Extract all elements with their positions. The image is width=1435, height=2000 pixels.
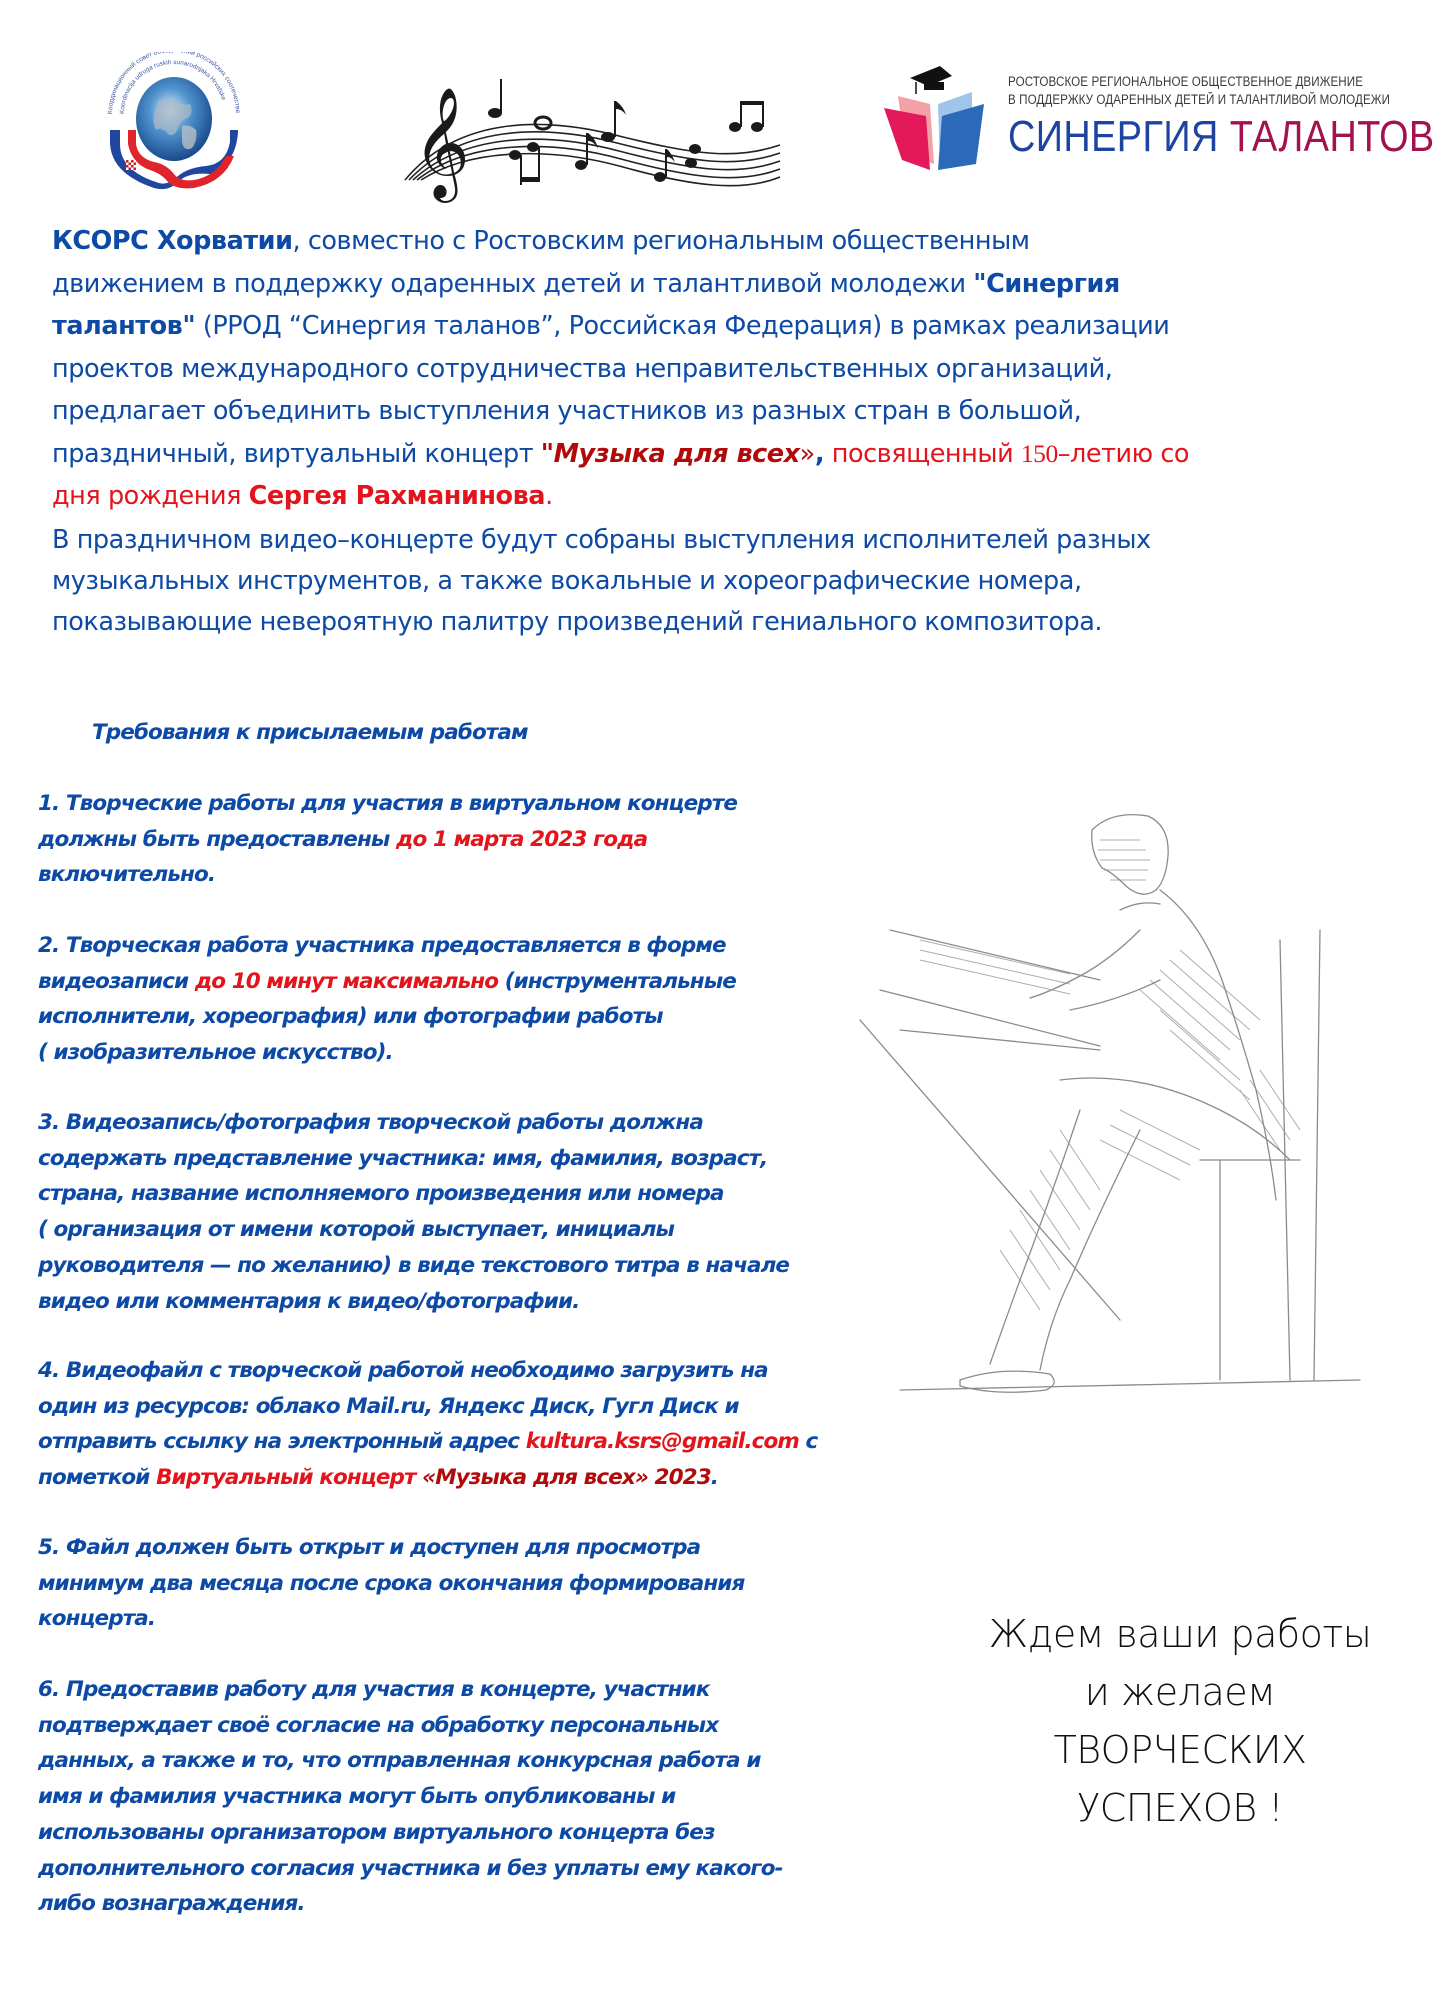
intro-line-3 [52,305,1382,348]
synergy-subtitle-line2: В ПОДДЕРЖКУ ОДАРЕННЫХ ДЕТЕЙ И ТАЛАНТЛИВОЙ МОЛОДЕЖИ [1008,92,1391,107]
req-line: видео или комментария к видео/фотографии. [38,1288,580,1314]
closing-line-4: УСПЕХОВ ! [1077,1786,1283,1830]
svg-text:Координационный совет объедине: Координационный совет об ий российских соотечестве [106,52,242,115]
synergy-title-word2: ТАЛАНТОВ [1229,112,1435,161]
req-line: руководителя — по желанию) в виде текстового титра в начале [38,1252,790,1278]
req-line: концерта. [38,1606,156,1632]
requirement-item-2 [38,928,736,1071]
intro-line-2 [52,263,1382,306]
intro-text: праздничный, виртуальный концерт [52,438,541,469]
composer-name: Сергея Рахманинова [248,481,546,511]
subject-title: «Музыка для всех» 2023 [415,1465,711,1491]
synergy-name-cont: талантов" [52,311,196,341]
req-line [38,964,736,1000]
dedication-text: –летию со [1057,438,1190,469]
description-line-1: В праздничном видео–концерте будут собраны выступления исполнителей разных [52,525,1151,555]
req-line [38,1460,817,1496]
req-line: один из ресурсов: облако Mail.ru, Яндекс Диск, Гугл Диск и [38,1393,739,1419]
req-line: дополнительного согласия участника и без уплаты ему какого- [38,1855,783,1881]
req-line: либо вознаграждения. [38,1891,305,1917]
req-line: 6. Предоставив работу для участия в концерте, участник [38,1677,710,1702]
req-line [38,822,737,858]
req-line: содержать представление участника: имя, фамилия, возраст, [38,1145,768,1171]
req-text: пометкой [38,1465,157,1491]
req-line [38,1424,817,1460]
req-line: данных, а также и то, что отправленная конкурсная работа и [38,1748,761,1774]
open-book-graduation-icon [880,60,1005,170]
intro-line-5: предлагает объединить выступления участников из разных стран в большой, [52,396,1082,426]
intro-paragraph [52,220,1382,518]
requirement-item-1 [38,786,737,893]
email-link[interactable]: kultura.ksrs@gmail.com [525,1429,799,1455]
req-line: подтверждает своё согласие на обработку персональных [38,1712,719,1738]
dedication-text: дня рождения [52,481,249,511]
req-line: включительно. [38,862,216,888]
req-line: 4. Видеофайл с творческой работой необходимо загрузить на [38,1358,768,1383]
closing-line-1: Ждем ваши работы [988,1612,1372,1656]
intro-text: (РРОД “Синергия таланов”, Российская Федерация) в рамках реализации [195,311,1170,341]
closing-line-3: ТВОРЧЕСКИХ [1053,1728,1307,1772]
ksors-name: КСОРС Хорватии [52,226,293,256]
req-text: с [798,1429,818,1455]
req-line: ( организация от имени которой выступает, инициалы [38,1217,675,1243]
intro-line-4: проектов международного сотрудничества неправительственных организаций, [52,353,1113,384]
closing-line-2: и желаем [1084,1670,1276,1714]
intro-text: движением в поддержку одаренных детей и талантливой молодежи [52,268,974,299]
req-line: страна, название исполняемого произведения или номера [38,1181,724,1207]
req-text: (инструментальные [498,968,736,994]
intro-line-1 [52,220,1382,263]
quote-open: " [540,438,554,469]
requirement-item-4 [38,1353,817,1496]
globe-logo-icon [98,52,250,192]
requirement-item-3 [38,1105,789,1319]
quote-close: » [799,438,815,469]
pianist-sketch-icon [860,780,1414,1420]
requirement-item-6 [38,1672,783,1922]
synergy-title-word1: СИНЕРГИЯ [1008,112,1219,161]
dedication-text: посвященный [824,438,1021,469]
intro-text: , совместно с Ростовским региональным общественным [292,226,1030,256]
requirement-item-5 [38,1530,744,1637]
music-staff-logo [395,75,780,198]
req-line: исполнители, хореография) или фотографии работы [38,1004,663,1030]
pianist-sketch-illustration [860,780,1414,1420]
req-text: видеозаписи [38,968,195,994]
max-duration: до 10 минут максимально [194,968,499,994]
treble-clef-icon: 𝄞 [413,86,470,198]
intro-line-7 [52,475,1382,518]
req-line: 5. Файл должен быть открыт и доступен для просмотра [38,1535,701,1560]
req-line: имя и фамилия участника могут быть опубликованы и [38,1784,676,1810]
description-line-3: показывающие невероятную палитру произведений гениального композитора. [52,607,1103,637]
concert-description [52,520,1382,643]
synergy-name: "Синергия [973,268,1120,299]
req-line: 3. Видеозапись/фотография творческой работы должна [38,1110,703,1135]
req-text: отправить ссылку на электронный адрес [38,1429,526,1455]
subject-tag: Виртуальный концерт [156,1465,416,1491]
req-line: ( изобразительное искусство). [38,1040,393,1066]
req-text: должны быть предоставлены [38,826,397,852]
req-line: 2. Творческая работа участника предоставляется в форме [38,933,726,958]
period: . [710,1465,719,1491]
synergy-title [1008,112,1435,162]
music-notes-icon [395,75,780,198]
anniversary-number: 150 [1020,438,1058,468]
requirements-title: Требования к присылаемым работам [92,720,528,745]
comma: , [814,438,825,469]
synergy-talents-logo [880,60,1435,170]
svg-text:Koordinacija udruga ruskih sun: Koordinacija udruga ruskih sunarodnjaka Hrvatske [118,58,227,115]
concert-title: Музыка для всех [553,438,800,469]
description-line-2: музыкальных инструментов, а также вокальные и хореографические номера, [52,566,1082,596]
closing-message [950,1605,1410,1837]
ksors-croatia-logo [98,52,250,192]
deadline-date: до 1 марта 2023 года [396,826,648,852]
req-line: 1. Творческие работы для участия в виртуальном концерте [38,791,738,816]
req-line: минимум два месяца после срока окончания формирования [38,1570,745,1596]
period: . [545,481,553,511]
intro-line-6 [52,433,1382,476]
synergy-subtitle-line1: РОСТОВСКОЕ РЕГИОНАЛЬНОЕ ОБЩЕСТВЕННОЕ ДВИЖЕНИЕ [1008,74,1364,89]
req-line: использованы организатором виртуального концерта без [38,1819,715,1845]
